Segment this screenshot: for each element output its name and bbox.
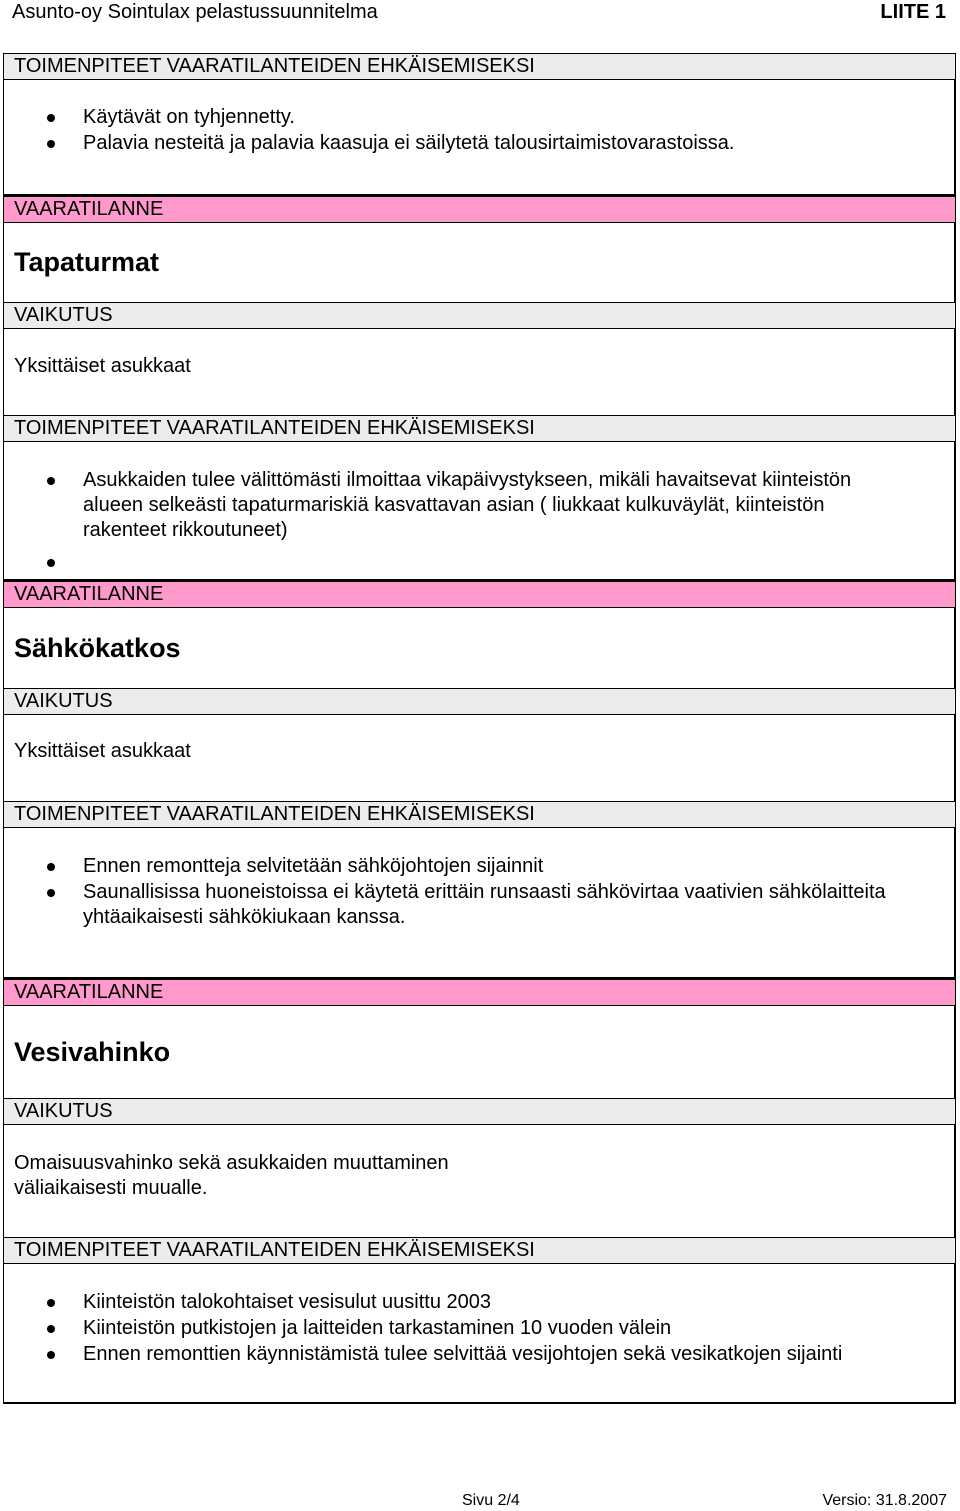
effect-heading: VAIKUTUS (4, 688, 955, 715)
bullet-icon (47, 140, 55, 148)
document-title: Asunto-oy Sointulax pelastussuunnitelma (12, 1, 378, 23)
list-item: Käytävät on tyhjennetty. (0, 105, 900, 130)
list-item: Saunallisissa huoneistoissa ei käytetä erittäin runsaasti sähkövirtaa vaativien sähkölaitteita yhtäaikaisesti sähkökiukaan kanssa. (0, 880, 960, 930)
measures-heading: TOIMENPITEET VAARATILANTEIDEN EHKÄISEMISEKSI (4, 415, 955, 442)
measures-list (0, 468, 900, 544)
hazard-heading: VAARATILANNE (4, 977, 955, 1006)
list-item: Ennen remontteja selvitetään sähköjohtojen sijainnit (0, 854, 900, 879)
list-item: Asukkaiden tulee välittömästi ilmoittaa vikapäivystykseen, mikäli havaitsevat kiinteistön alueen selkeästi tapaturmariskiä kasvattavan asian ( liukkaat kulkuväylät, kiinteistön rakenteet rikkoutuneet) (0, 468, 903, 543)
bullet-icon (47, 1299, 55, 1307)
list-item: Kiinteistön putkistojen ja laitteiden tarkastaminen 10 vuoden välein (0, 1316, 900, 1341)
hazard-title: Sähkökatkos (14, 633, 181, 663)
bullet-icon (47, 114, 55, 122)
bullet-icon (47, 1325, 55, 1333)
effect-text: Omaisuusvahinko sekä asukkaiden muuttaminen väliaikaisesti muualle. (14, 1152, 449, 1199)
effect-heading: VAIKUTUS (4, 1098, 955, 1125)
version-label: Versio: 31.8.2007 (822, 1492, 947, 1509)
measures-heading: TOIMENPITEET VAARATILANTEIDEN EHKÄISEMISEKSI (4, 53, 955, 80)
effect-heading: VAIKUTUS (4, 302, 955, 329)
page-header (0, 0, 960, 30)
measures-list (0, 105, 900, 157)
measures-list (0, 854, 900, 931)
bullet-icon (47, 889, 55, 897)
measures-list (0, 1290, 900, 1368)
list-item: Palavia nesteitä ja palavia kaasuja ei säilytetä talousirtaimistovarastoissa. (0, 131, 900, 156)
hazard-heading: VAARATILANNE (4, 579, 955, 608)
bullet-icon (47, 1351, 55, 1359)
appendix-label: LIITE 1 (880, 1, 946, 23)
hazard-heading: VAARATILANNE (4, 194, 955, 223)
effect-text: Yksittäiset asukkaat (14, 740, 191, 762)
hazard-title: Vesivahinko (14, 1037, 171, 1067)
measures-heading: TOIMENPITEET VAARATILANTEIDEN EHKÄISEMISEKSI (4, 801, 955, 828)
effect-text: Yksittäiset asukkaat (14, 355, 191, 377)
measures-heading: TOIMENPITEET VAARATILANTEIDEN EHKÄISEMISEKSI (4, 1237, 955, 1264)
hazard-title: Tapaturmat (14, 247, 160, 277)
list-item: Ennen remonttien käynnistämistä tulee selvittää vesijohtojen sekä vesikatkojen sijainti (0, 1342, 900, 1367)
empty-bullet-icon (47, 559, 55, 567)
list-item: Kiinteistön talokohtaiset vesisulut uusittu 2003 (0, 1290, 900, 1315)
page-number: Sivu 2/4 (462, 1492, 520, 1509)
bullet-icon (47, 863, 55, 871)
bullet-icon (47, 477, 55, 485)
